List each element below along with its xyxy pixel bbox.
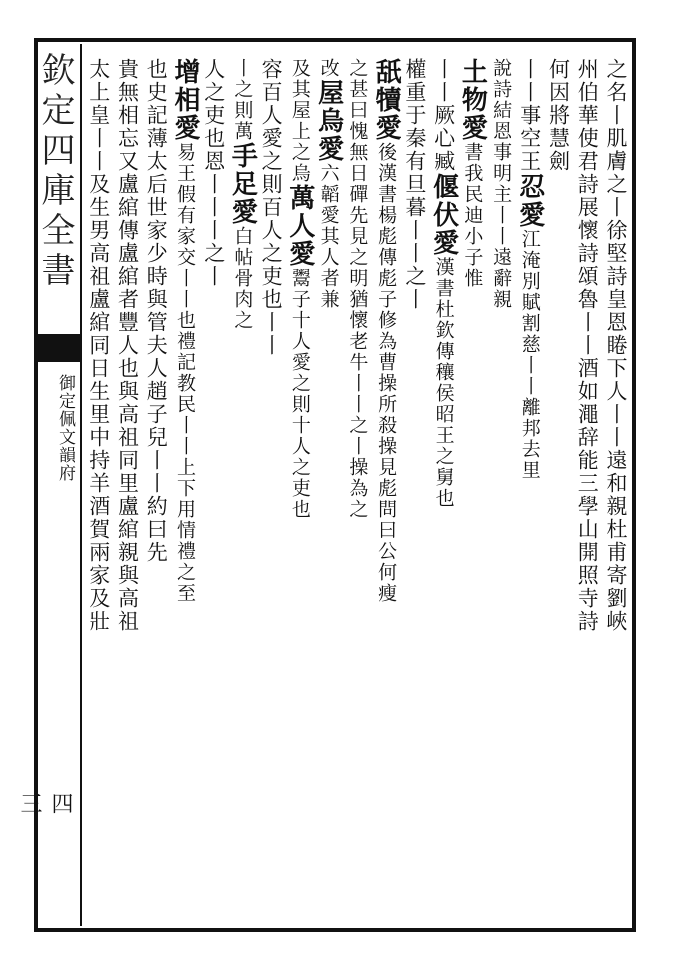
text-column-18: [114, 58, 141, 918]
column-text: 丨丨厥心臧: [431, 58, 456, 173]
entry-heading: 增相愛: [169, 58, 200, 142]
entry-heading: 偃伏愛: [428, 173, 459, 257]
text-column-12: [286, 58, 313, 918]
column-text: 何因將慧劍: [546, 58, 571, 173]
text-column-2: [574, 58, 601, 918]
column-text: 恩丨丨丨之丨: [201, 150, 226, 288]
column-text: 江淹別賦割慈丨丨離邦去里: [518, 229, 541, 481]
column-text: 百人愛之則百人之吏也丨丨: [259, 81, 284, 357]
column-text: 之甚曰愧無日磾先見之明猶懷老牛丨丨之丨操為之: [346, 58, 369, 520]
column-text: 貴無相忘又盧綰傳盧綰者豐人也與高祖同里盧綰親與高祖: [115, 58, 140, 633]
text-column-13: [257, 58, 284, 918]
text-column-8: [401, 58, 428, 918]
column-text: 後漢書楊彪傳彪子修為曹操所殺操見彪問曰公何瘦: [375, 142, 398, 604]
column-text: 改: [317, 58, 340, 79]
column-text: 之名丨肌膚之丨徐堅詩皇恩睠下人丨丨遠和親杜甫寄劉峽: [604, 58, 628, 633]
text-column-16: [171, 58, 198, 918]
text-columns: [84, 46, 630, 926]
work-title: 御定佩文韻府: [55, 374, 75, 482]
text-column-15: [200, 58, 227, 918]
column-text: 太上皇丨丨及生男高祖盧綰同日生里中持羊酒賀兩家及壯: [86, 58, 111, 633]
text-column-7: [430, 58, 457, 918]
column-text: 也史記薄太后世家少時與管夫人趙子兒丨丨約曰先: [144, 58, 169, 564]
column-text: 權重于秦有旦暮丨丨之丨: [402, 58, 427, 311]
entry-heading: 土物愛: [457, 58, 488, 142]
column-text: 鬻子十人愛之則十人之吏也: [288, 268, 311, 520]
entry-heading: 手足愛: [227, 142, 258, 226]
black-band: [38, 334, 80, 362]
column-text: 人之吏也: [201, 58, 226, 150]
column-text: 六韜愛其人者兼: [317, 163, 340, 310]
text-column-5: [487, 58, 514, 918]
column-text: 丨之則萬: [231, 58, 254, 142]
page-number: 四三: [17, 792, 73, 814]
column-text: 書我民迪小子惟: [461, 142, 484, 289]
column-text: 漢書杜欽傳穰侯昭王之舅也: [432, 257, 455, 509]
text-column-4: [516, 58, 543, 918]
entry-heading: 萬人愛: [284, 184, 315, 268]
text-column-11: [315, 58, 342, 918]
text-column-10: [344, 58, 371, 918]
book-title: 欽定四庫全書: [35, 52, 75, 292]
column-text: 丨丨事空王: [517, 58, 542, 173]
text-column-9: [371, 58, 402, 918]
text-column-3: [545, 58, 572, 918]
text-column-1: [602, 58, 629, 918]
column-text: 州伯華使君詩展懷詩頌魯丨丨酒如澠辞能三學山開照寺詩: [575, 58, 600, 633]
column-text: 說詩結恩事明主丨丨遠辭親: [490, 58, 513, 310]
text-column-6: [459, 58, 486, 918]
entry-heading: 屋烏愛: [313, 79, 344, 163]
column-text: 白帖骨肉之: [231, 226, 254, 331]
page-edge-column: [17, 42, 80, 930]
column-text: 容: [259, 58, 284, 81]
entry-heading: 舐犢愛: [371, 58, 402, 142]
text-column-17: [142, 58, 169, 918]
entry-heading: 忍愛: [514, 173, 545, 229]
text-column-19: [85, 58, 112, 918]
text-column-14: [229, 58, 256, 918]
column-text: 易王假有家交丨丨也禮記教民丨丨上下用情禮之至: [173, 142, 196, 604]
column-text: 及其屋上之烏: [288, 58, 311, 184]
